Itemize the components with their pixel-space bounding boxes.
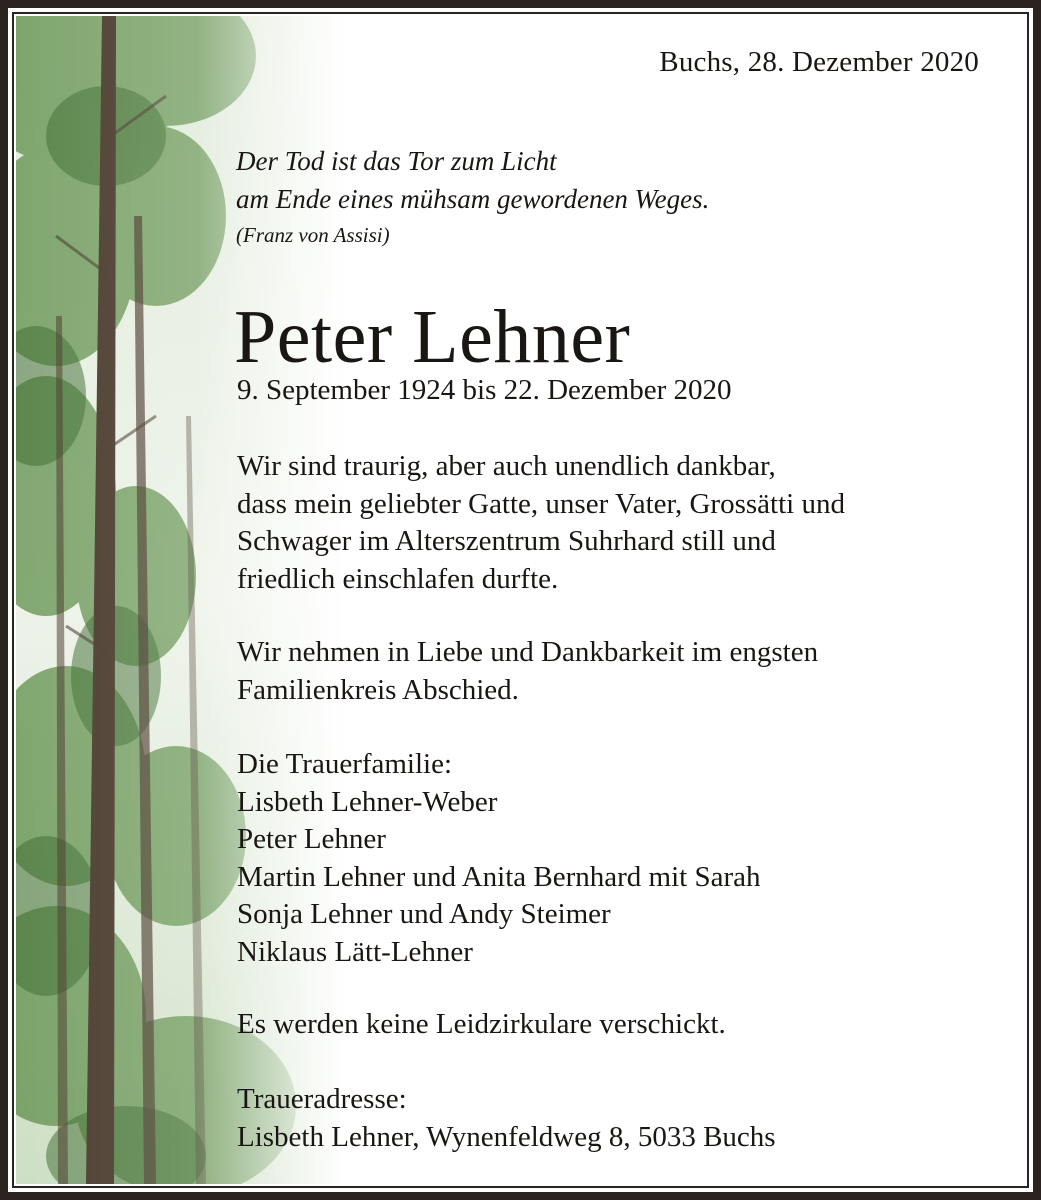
mourning-address (237, 1081, 776, 1156)
lifespan-dates: 9. September 1924 bis 22. Dezember 2020 (237, 374, 732, 406)
family-member: Peter Lehner (237, 823, 386, 855)
text-line: friedlich einschlafen durfte. (237, 562, 559, 595)
family-member: Martin Lehner und Anita Bernhard mit Sarah (237, 860, 761, 893)
address-heading: Traueradresse: (237, 1083, 407, 1115)
text-line: dass mein geliebter Gatte, unser Vater, Grossätti und (237, 487, 845, 520)
family-list (237, 746, 760, 971)
text-line: Wir sind traurig, aber auch unendlich dankbar, (237, 450, 776, 482)
address-line: Lisbeth Lehner, Wynenfeldweg 8, 5033 Buchs (237, 1120, 776, 1153)
quote-block (236, 142, 709, 250)
text-line: Schwager im Alterszentrum Suhrhard still und (237, 525, 776, 557)
paragraph-no-circulars: Es werden keine Leidzirkulare verschickt. (237, 1008, 726, 1040)
family-member: Lisbeth Lehner-Weber (237, 785, 498, 818)
text-line: Familienkreis Abschied. (237, 673, 519, 706)
paragraph-gratitude (237, 448, 845, 598)
deceased-name: Peter Lehner (234, 295, 631, 379)
family-member: Niklaus Lätt-Lehner (237, 935, 473, 968)
quote-author: (Franz von Assisi) (236, 223, 390, 247)
family-member: Sonja Lehner und Andy Steimer (237, 898, 611, 930)
place-date: Buchs, 28. Dezember 2020 (659, 46, 979, 78)
quote-line: Der Tod ist das Tor zum Licht (236, 146, 557, 176)
quote-line: am Ende eines mühsam gewordenen Weges. (236, 184, 710, 214)
family-heading: Die Trauerfamilie: (237, 748, 453, 780)
paragraph-farewell (237, 634, 818, 709)
text-line: Wir nehmen in Liebe und Dankbarkeit im engsten (237, 636, 819, 668)
